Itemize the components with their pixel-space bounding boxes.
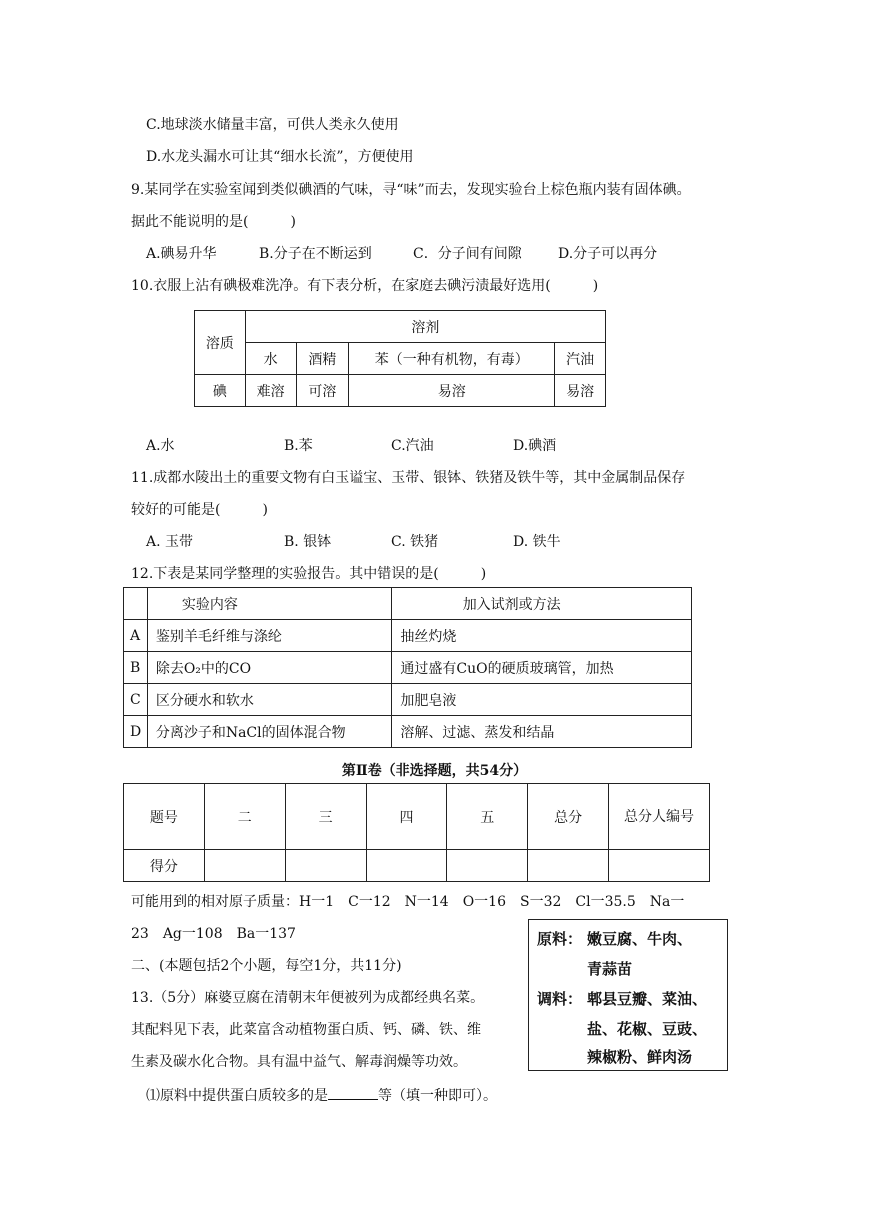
report-key: D (124, 716, 148, 748)
report-content: 除去O₂中的CO (147, 652, 392, 684)
solute-iodine: 碘 (195, 375, 246, 407)
solute-header: 溶质 (195, 311, 246, 375)
recipe-seasoning-1: 郫县豆瓣、菜油、 (587, 990, 708, 1008)
q9-text-line1: 9.某同学在实验室闻到类似碘酒的气味，寻“味”而去，发现实验台上棕色瓶内装有固体碘。 (131, 182, 691, 198)
solvent-alcohol: 酒精 (296, 343, 349, 375)
score-cell (528, 850, 609, 882)
q11-option-b: B. 银钵 (284, 534, 332, 550)
score-cell (366, 850, 447, 882)
report-content: 分离沙子和NaCl的固体混合物 (147, 716, 392, 748)
score-header-2: 二 (204, 784, 285, 850)
report-key: A (124, 620, 148, 652)
value-benzene: 易溶 (349, 375, 555, 407)
recipe-ingredients-1: 嫩豆腐、牛肉、 (587, 930, 693, 948)
report-key: C (124, 684, 148, 716)
q11-option-a: A. 玉带 (146, 534, 194, 550)
q11-text-line2: 较好的可能是( ) (131, 502, 268, 518)
score-header-5: 五 (447, 784, 528, 850)
recipe-seasoning-2: 盐、花椒、豆豉、 (587, 1020, 708, 1038)
report-method: 通过盛有CuO的硬质玻璃管，加热 (392, 652, 692, 684)
solvent-water: 水 (245, 343, 296, 375)
q10-option-c: C.汽油 (391, 438, 434, 454)
solvent-gasoline: 汽油 (555, 343, 606, 375)
atomic-mass-line1: 可能用到的相对原子质量：H一1 C一12 N一14 O一16 S一32 Cl一35.5 Na一 (131, 894, 685, 910)
table-row (124, 620, 692, 652)
recipe-seasoning-label: 调料： (537, 990, 583, 1008)
q9-option-b: B.分子在不断运到 (259, 246, 372, 262)
value-water: 难溶 (245, 375, 296, 407)
recipe-seasoning-3: 辣椒粉、鲜肉汤 (587, 1048, 693, 1066)
q9-text-line2: 据此不能说明的是( ) (131, 214, 296, 230)
table-row (124, 652, 692, 684)
report-content: 区分硬水和软水 (147, 684, 392, 716)
q8-option-d: D.水龙头漏水可让其“细水长流”，方便使用 (146, 149, 414, 165)
q13-text-line1: 13.（5分）麻婆豆腐在清朝末年便被列为成都经典名菜。 (131, 990, 485, 1006)
report-method: 溶解、过滤、蒸发和结晶 (392, 716, 692, 748)
report-method: 加肥皂液 (392, 684, 692, 716)
score-cell (204, 850, 285, 882)
solvent-benzene: 苯（一种有机物，有毒） (349, 343, 555, 375)
score-header-total: 总分 (528, 784, 609, 850)
report-method: 抽丝灼烧 (392, 620, 692, 652)
q13-text-line2: 其配料见下表，此菜富含动植物蛋白质、钙、磷、铁、维 (131, 1022, 481, 1038)
q11-option-d: D. 铁牛 (513, 534, 561, 550)
solvent-table (194, 310, 606, 407)
table-row (124, 684, 692, 716)
table-row (124, 716, 692, 748)
report-corner (124, 588, 148, 620)
score-header-number: 题号 (124, 784, 205, 850)
part2-title: 第Ⅱ卷（非选择题，共54分） (341, 763, 528, 779)
q9-option-d: D.分子可以再分 (558, 246, 658, 262)
q13-sub1-prefix: ⑴原料中提供蛋白质较多的是 (146, 1088, 328, 1104)
q10-option-d: D.碘酒 (513, 438, 557, 454)
score-header-3: 三 (285, 784, 366, 850)
score-row-label: 得分 (124, 850, 205, 882)
q13-sub1-suffix: 等（填一种即可）。 (378, 1088, 497, 1104)
q11-option-c: C. 铁猪 (391, 534, 439, 550)
q10-text: 10.衣服上沾有碘极难洗净。有下表分析，在家庭去碘污渍最好选用( ) (131, 278, 599, 294)
recipe-ingredients-2: 青蒜苗 (587, 960, 633, 978)
section2-heading: 二、(本题包括2个小题，每空1分，共11分) (131, 958, 402, 974)
q12-text: 12.下表是某同学整理的实验报告。其中错误的是( ) (131, 566, 487, 582)
q10-option-a: A.水 (146, 438, 175, 454)
score-cell (447, 850, 528, 882)
q13-text-line3: 生素及碳水化合物。具有温中益气、解毒润燥等功效。 (131, 1054, 467, 1070)
q8-option-c: C.地球淡水储量丰富，可供人类永久使用 (146, 117, 399, 133)
value-alcohol: 可溶 (296, 375, 349, 407)
report-content: 鉴别羊毛纤维与涤纶 (147, 620, 392, 652)
score-cell (609, 850, 710, 882)
q10-option-b: B.苯 (284, 438, 313, 454)
report-key: B (124, 652, 148, 684)
recipe-box (528, 919, 728, 1071)
score-cell (285, 850, 366, 882)
q11-text-line1: 11.成都水陵出土的重要文物有白玉谥宝、玉带、银钵、铁猪及铁牛等，其中金属制品保存 (131, 470, 686, 486)
score-table (123, 783, 710, 882)
score-header-4: 四 (366, 784, 447, 850)
solvent-header: 溶剂 (245, 311, 605, 343)
report-table (123, 587, 692, 748)
report-header-method: 加入试剂或方法 (392, 588, 692, 620)
value-gasoline: 易溶 (555, 375, 606, 407)
score-header-scorer: 总分人编号 (609, 784, 710, 850)
q9-option-c: C．分子间有间隙 (413, 246, 522, 262)
recipe-ingredients-label: 原料： (537, 930, 583, 948)
q13-sub1 (146, 1084, 497, 1106)
q9-option-a: A.碘易升华 (146, 246, 217, 262)
report-header-content: 实验内容 (147, 588, 392, 620)
answer-blank[interactable] (328, 1084, 378, 1100)
atomic-mass-line2: 23 Ag一108 Ba一137 (131, 926, 296, 942)
